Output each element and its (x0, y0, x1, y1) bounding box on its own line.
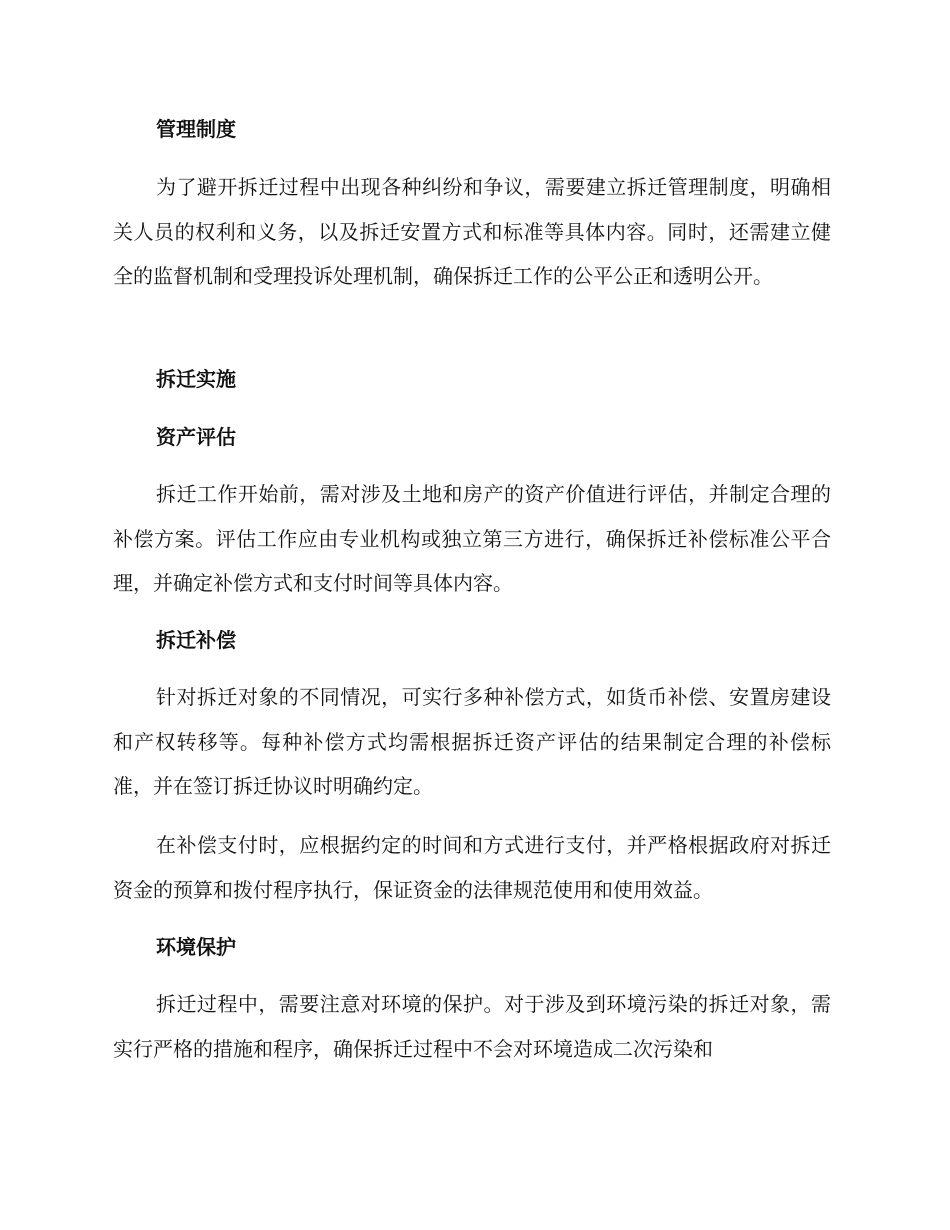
paragraph-environmental-protection: 拆迁过程中，需要注意对环境的保护。对于涉及到环境污染的拆迁对象，需实行严格的措施和程序，确保拆迁过程中不会对环境造成二次污染和 (113, 992, 831, 1061)
paragraph-compensation-methods: 针对拆迁对象的不同情况，可实行多种补偿方式，如货币补偿、安置房建设和产权转移等。每种补偿方式均需根据拆迁资产评估的结果制定合理的补偿标准，并在签订拆迁协议时明确约定。 (113, 685, 831, 798)
paragraph-compensation-payment: 在补偿支付时，应根据约定的时间和方式进行支付，并严格根据政府对拆迁资金的预算和拨付程序执行，保证资金的法律规范使用和使用效益。 (113, 833, 831, 902)
section-heading-asset-assessment: 资产评估 (156, 425, 236, 449)
section-heading-management-system: 管理制度 (156, 117, 236, 141)
document-page (113, 0, 831, 1230)
paragraph-management-system: 为了避开拆迁过程中出现各种纠纷和争议，需要建立拆迁管理制度，明确相关人员的权利和义务，以及拆迁安置方式和标准等具体内容。同时，还需建立健全的监督机制和受理投诉处理机制，确保拆迁工作的公平公正和透明公开。 (113, 175, 831, 288)
section-heading-environmental-protection: 环境保护 (156, 935, 236, 959)
section-heading-demolition-compensation: 拆迁补偿 (156, 628, 236, 652)
paragraph-asset-assessment: 拆迁工作开始前，需对涉及土地和房产的资产价值进行评估，并制定合理的补偿方案。评估工作应由专业机构或独立第三方进行，确保拆迁补偿标准公平合理，并确定补偿方式和支付时间等具体内容。 (113, 482, 831, 595)
section-heading-demolition-implementation: 拆迁实施 (156, 367, 236, 391)
